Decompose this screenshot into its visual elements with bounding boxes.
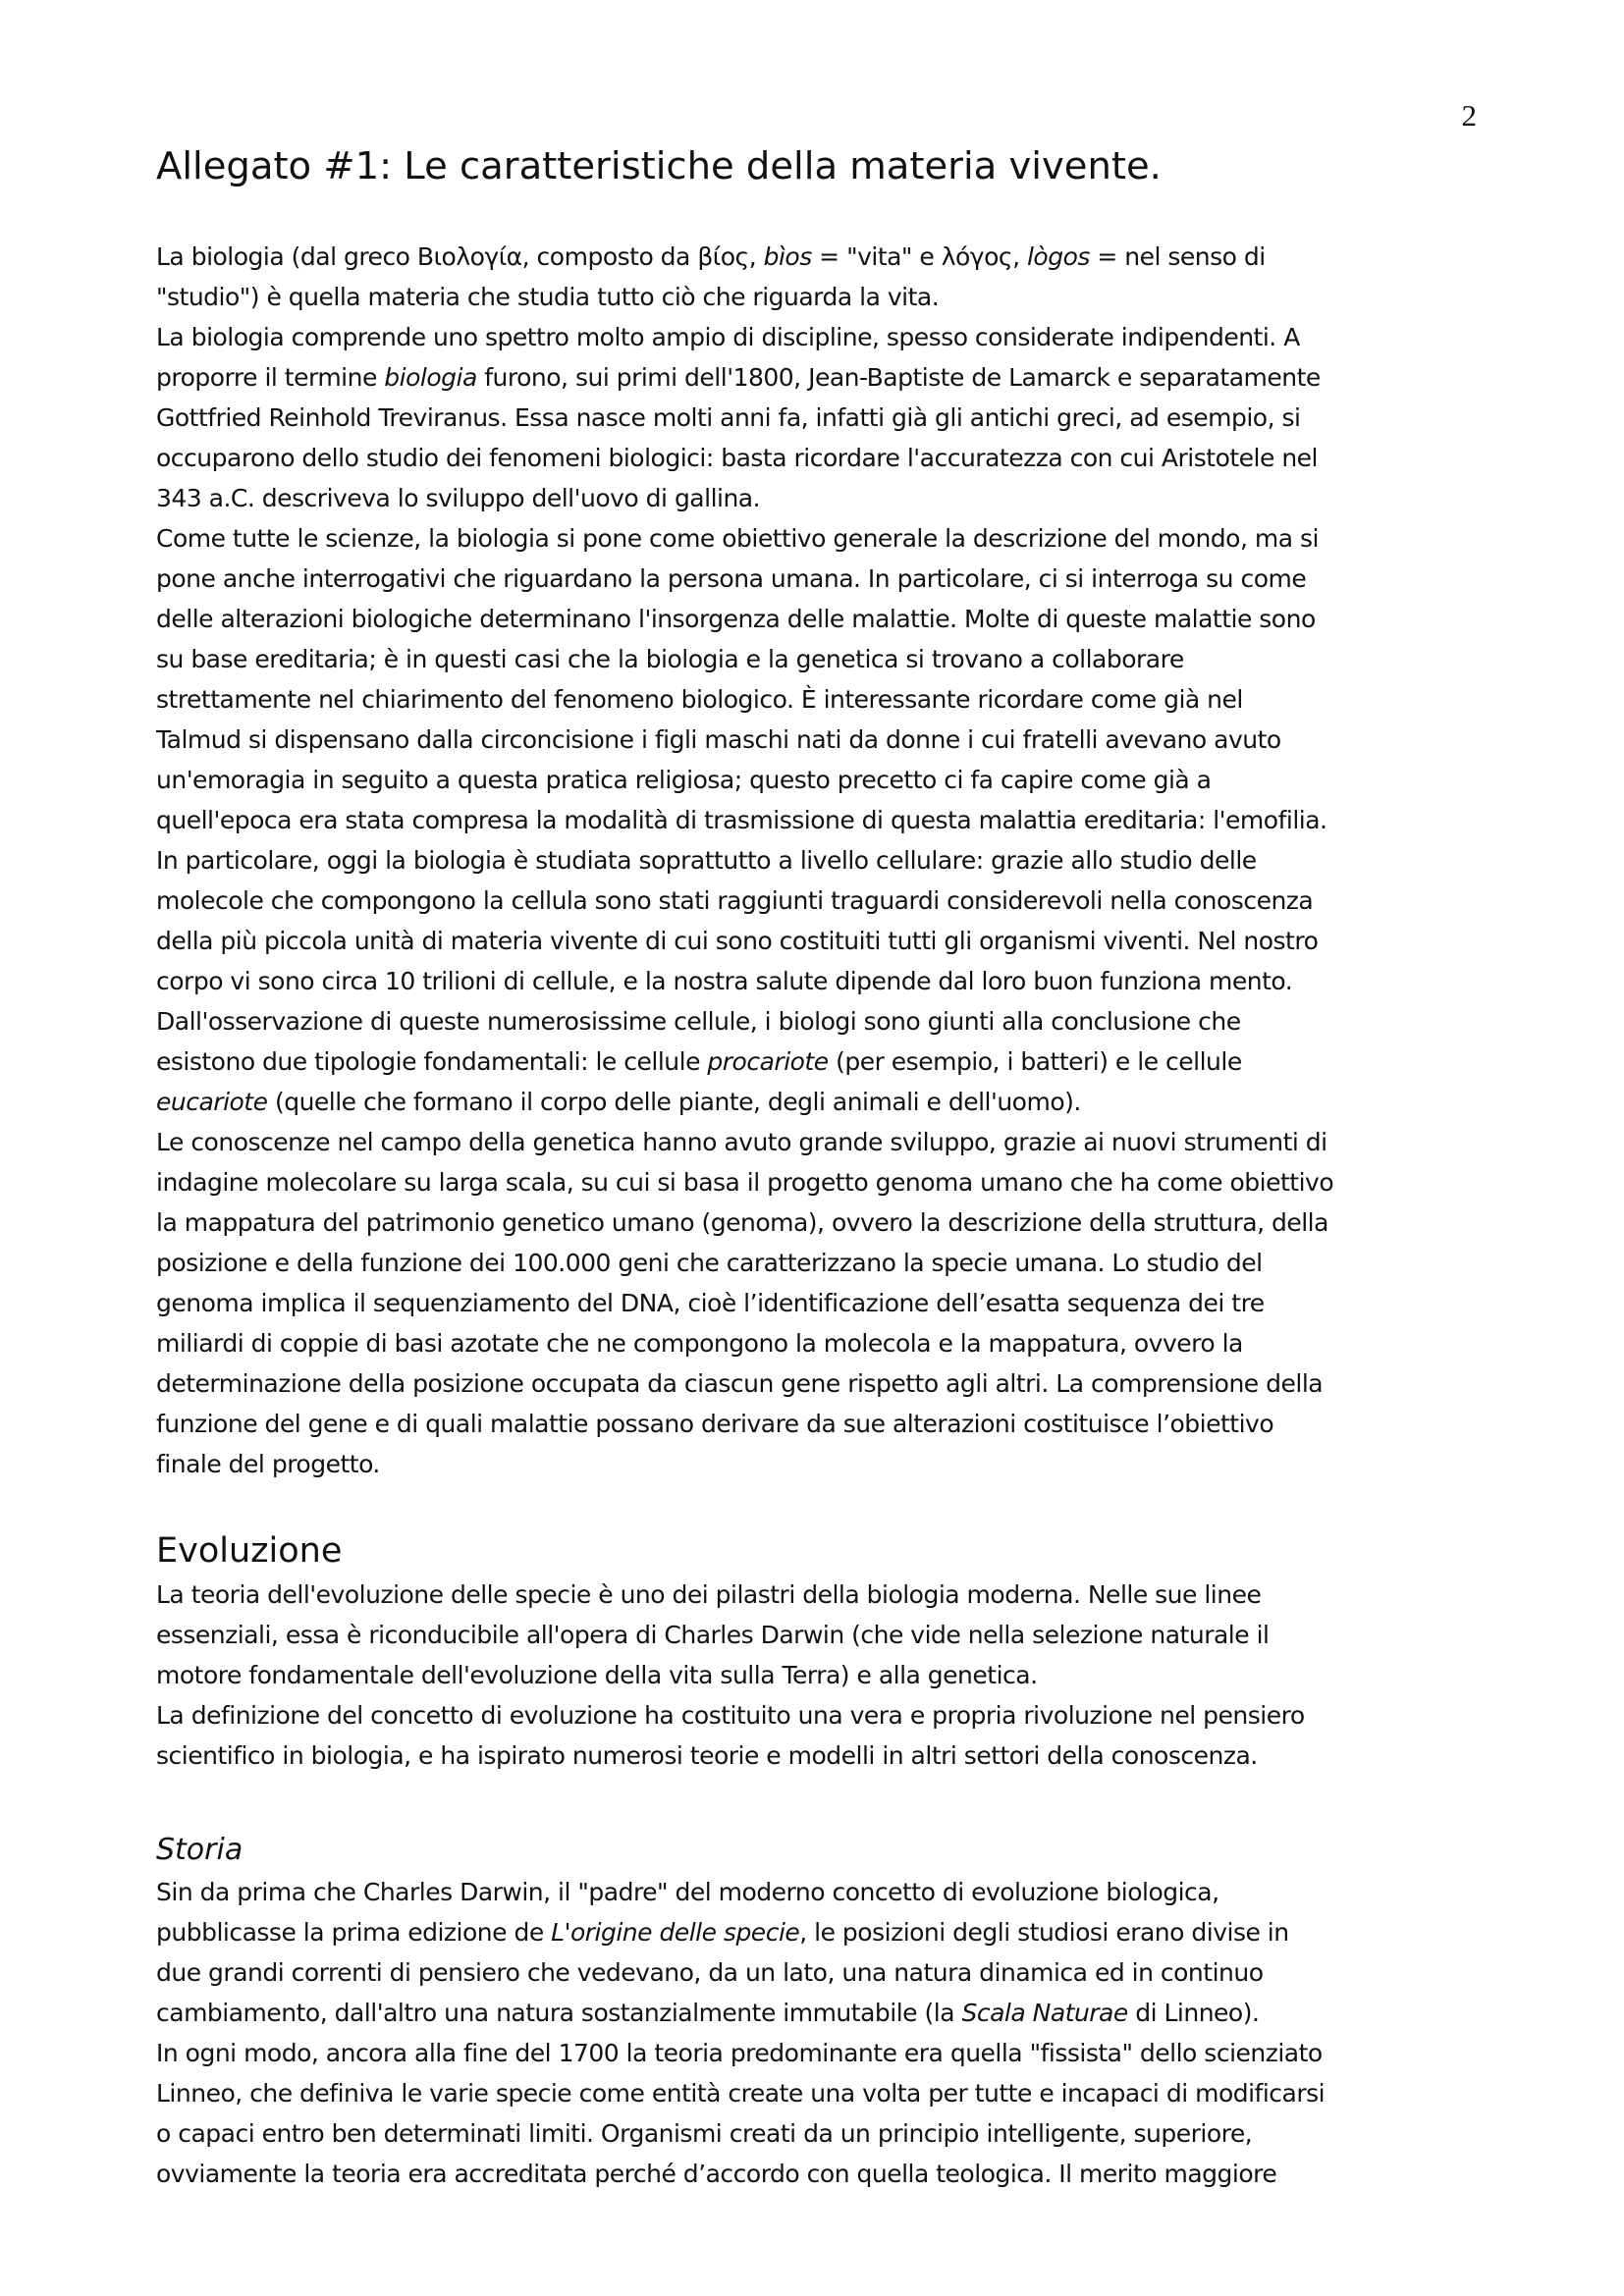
text-run: miliardi di coppie di basi azotate che ne compongono la molecola e la mappatura, ovvero la	[156, 1329, 1243, 1358]
text-run: genoma implica il sequenziamento del DNA, cioè l’identificazione dell’esatta sequenza dei tre	[156, 1289, 1265, 1317]
text-line	[156, 1695, 1491, 1735]
text-line	[156, 1323, 1491, 1363]
text-line	[156, 1283, 1491, 1323]
storia-section	[156, 1829, 1491, 2194]
text-run: Gottfried Reinhold Treviranus. Essa nasce molti anni fa, infatti già gli antichi greci, ad esempio, si	[156, 403, 1301, 432]
text-run: (quelle che formano il corpo delle piante, degli animali e dell'uomo).	[267, 1088, 1081, 1116]
text-line	[156, 921, 1491, 961]
evoluzione-paragraphs	[156, 1575, 1491, 1776]
text-run: In particolare, oggi la biologia è studiata soprattutto a livello cellulare: grazie allo studio delle	[156, 846, 1257, 875]
text-run: finale del progetto.	[156, 1450, 380, 1478]
text-run: molecole che compongono la cellula sono stati raggiunti traguardi considerevoli nella conoscenza	[156, 886, 1314, 915]
text-run: Linneo, che definiva le varie specie come entità create una volta per tutte e incapaci di modificarsi	[156, 2079, 1326, 2108]
text-run: , le posizioni degli studiosi erano divise in	[799, 1918, 1289, 1947]
section-spacer	[156, 1776, 1491, 1829]
text-run: occuparono dello studio dei fenomeni biologici: basta ricordare l'accuratezza con cui Aristotele nel	[156, 444, 1318, 472]
text-run: La definizione del concetto di evoluzione ha costituito una vera e propria rivoluzione nel pensiero	[156, 1701, 1305, 1730]
text-run: La teoria dell'evoluzione delle specie è uno dei pilastri della biologia moderna. Nelle sue linee	[156, 1580, 1262, 1609]
page-content	[156, 137, 1491, 2194]
italic-term: bìos	[763, 242, 812, 271]
italic-term: lògos	[1026, 242, 1090, 271]
text-line	[156, 478, 1491, 518]
page-number: 2	[1461, 98, 1477, 133]
text-line	[156, 1162, 1491, 1202]
text-line	[156, 398, 1491, 438]
text-run: quell'epoca era stata compresa la modalità di trasmissione di questa malattia ereditaria: l'emofilia.	[156, 806, 1327, 834]
text-line	[156, 760, 1491, 800]
text-line	[156, 2073, 1491, 2113]
italic-term: procariote	[707, 1047, 829, 1076]
text-line	[156, 1122, 1491, 1162]
text-run: (per esempio, i batteri) e le cellule	[828, 1047, 1242, 1076]
text-run: essenziali, essa è riconducibile all'opera di Charles Darwin (che vide nella selezione naturale il	[156, 1621, 1270, 1649]
text-run: di Linneo).	[1127, 1999, 1260, 2027]
text-run: scientifico in biologia, e ha ispirato numerosi teorie e modelli in altri settori della conoscenza.	[156, 1741, 1258, 1770]
text-line	[156, 881, 1491, 921]
text-run: delle alterazioni biologiche determinano l'insorgenza delle malattie. Molte di queste malattie sono	[156, 605, 1316, 633]
text-run: o capaci entro ben determinati limiti. Organismi creati da un principio intelligente, superiore,	[156, 2119, 1253, 2148]
text-run: Dall'osservazione di queste numerosissime cellule, i biologi sono giunti alla conclusione che	[156, 1007, 1241, 1036]
text-line	[156, 2113, 1491, 2154]
text-line	[156, 2033, 1491, 2073]
text-line	[156, 1735, 1491, 1776]
text-line	[156, 961, 1491, 1001]
text-run: esistono due tipologie fondamentali: le cellule	[156, 1047, 708, 1076]
section-spacer	[156, 1484, 1491, 1527]
text-run: ovviamente la teoria era accreditata perché d’accordo con quella teologica. Il merito maggiore	[156, 2160, 1277, 2188]
text-run: = "vita" e λόγος,	[811, 242, 1027, 271]
storia-paragraphs	[156, 1872, 1491, 2194]
text-run: funzione del gene e di quali malattie possano derivare da sue alterazioni costituisce l’obiettivo	[156, 1410, 1274, 1438]
italic-term: Scala Naturae	[961, 1999, 1128, 2027]
text-run: due grandi correnti di pensiero che vedevano, da un lato, una natura dinamica ed in continuo	[156, 1958, 1264, 1987]
evoluzione-section	[156, 1527, 1491, 1776]
text-run: su base ereditaria; è in questi casi che la biologia e la genetica si trovano a collaborare	[156, 645, 1184, 673]
text-run: Sin da prima che Charles Darwin, il "padre" del moderno concetto di evoluzione biologica,	[156, 1878, 1219, 1906]
text-run: Come tutte le scienze, la biologia si pone come obiettivo generale la descrizione del mondo, ma si	[156, 524, 1319, 553]
text-line	[156, 1872, 1491, 1912]
text-run: un'emoragia in seguito a questa pratica religiosa; questo precetto ci fa capire come già a	[156, 766, 1212, 794]
text-line	[156, 1082, 1491, 1122]
text-run: Talmud si dispensano dalla circoncisione i figli maschi nati da donne i cui fratelli avevano avuto	[156, 725, 1281, 754]
text-line	[156, 1615, 1491, 1655]
text-line	[156, 720, 1491, 760]
text-line	[156, 1243, 1491, 1283]
text-line	[156, 1444, 1491, 1484]
text-line	[156, 518, 1491, 559]
text-run: = nel senso di	[1089, 242, 1266, 271]
text-line	[156, 639, 1491, 679]
text-line	[156, 679, 1491, 720]
text-line	[156, 840, 1491, 881]
text-run: strettamente nel chiarimento del fenomeno biologico. È interessante ricordare come già nel	[156, 685, 1243, 714]
text-line	[156, 1041, 1491, 1082]
text-line	[156, 559, 1491, 599]
text-run: La biologia (dal greco Βιολογία, composto da βίος,	[156, 242, 764, 271]
text-line	[156, 1575, 1491, 1615]
evoluzione-heading: Evoluzione	[156, 1531, 343, 1571]
text-run: della più piccola unità di materia vivente di cui sono costituiti tutti gli organismi viventi. Nel nostro	[156, 927, 1319, 955]
text-line	[156, 357, 1491, 398]
text-line	[156, 1001, 1491, 1041]
text-line	[156, 1912, 1491, 1952]
text-run: posizione e della funzione dei 100.000 geni che caratterizzano la specie umana. Lo studio del	[156, 1249, 1263, 1277]
italic-term: biologia	[384, 363, 477, 392]
text-line	[156, 1363, 1491, 1404]
text-run: proporre il termine	[156, 363, 385, 392]
text-run: La biologia comprende uno spettro molto ampio di discipline, spesso considerate indipendenti. A	[156, 323, 1300, 351]
text-run: pone anche interrogativi che riguardano la persona umana. In particolare, ci si interroga su come	[156, 564, 1307, 593]
text-line	[156, 1952, 1491, 1993]
text-line	[156, 1202, 1491, 1243]
text-line	[156, 800, 1491, 840]
text-run: indagine molecolare su larga scala, su cui si basa il progetto genoma umano che ha come obiettivo	[156, 1168, 1334, 1197]
text-line	[156, 2154, 1491, 2194]
text-line	[156, 277, 1491, 317]
text-run: pubblicasse la prima edizione de	[156, 1918, 552, 1947]
text-run: determinazione della posizione occupata da ciascun gene rispetto agli altri. La comprensione della	[156, 1369, 1324, 1398]
text-line	[156, 317, 1491, 357]
text-line	[156, 1655, 1491, 1695]
text-run: furono, sui primi dell'1800, Jean-Baptiste de Lamarck e separatamente	[476, 363, 1321, 392]
text-line	[156, 1404, 1491, 1444]
storia-heading: Storia	[156, 1833, 244, 1867]
intro-paragraphs	[156, 237, 1491, 1484]
text-run: corpo vi sono circa 10 trilioni di cellule, e la nostra salute dipende dal loro buon funziona mento.	[156, 967, 1293, 995]
text-line	[156, 1993, 1491, 2033]
text-line	[156, 599, 1491, 639]
text-line	[156, 237, 1491, 277]
text-run: Le conoscenze nel campo della genetica hanno avuto grande sviluppo, grazie ai nuovi strumenti di	[156, 1128, 1327, 1156]
text-run: cambiamento, dall'altro una natura sostanzialmente immutabile (la	[156, 1999, 962, 2027]
intro-section	[156, 237, 1491, 1484]
italic-term: L'origine delle specie	[551, 1918, 800, 1947]
text-run: In ogni modo, ancora alla fine del 1700 la teoria predominante era quella "fissista" dello scienziato	[156, 2039, 1323, 2067]
document-title: Allegato #1: Le caratteristiche della materia vivente.	[156, 144, 1162, 188]
italic-term: eucariote	[156, 1088, 268, 1116]
text-line	[156, 438, 1491, 478]
text-run: la mappatura del patrimonio genetico umano (genoma), ovvero la descrizione della struttura, della	[156, 1208, 1328, 1237]
text-run: motore fondamentale dell'evoluzione della vita sulla Terra) e alla genetica.	[156, 1661, 1038, 1689]
text-run: 343 a.C. descriveva lo sviluppo dell'uovo di gallina.	[156, 484, 761, 512]
text-run: "studio") è quella materia che studia tutto ciò che riguarda la vita.	[156, 283, 940, 311]
